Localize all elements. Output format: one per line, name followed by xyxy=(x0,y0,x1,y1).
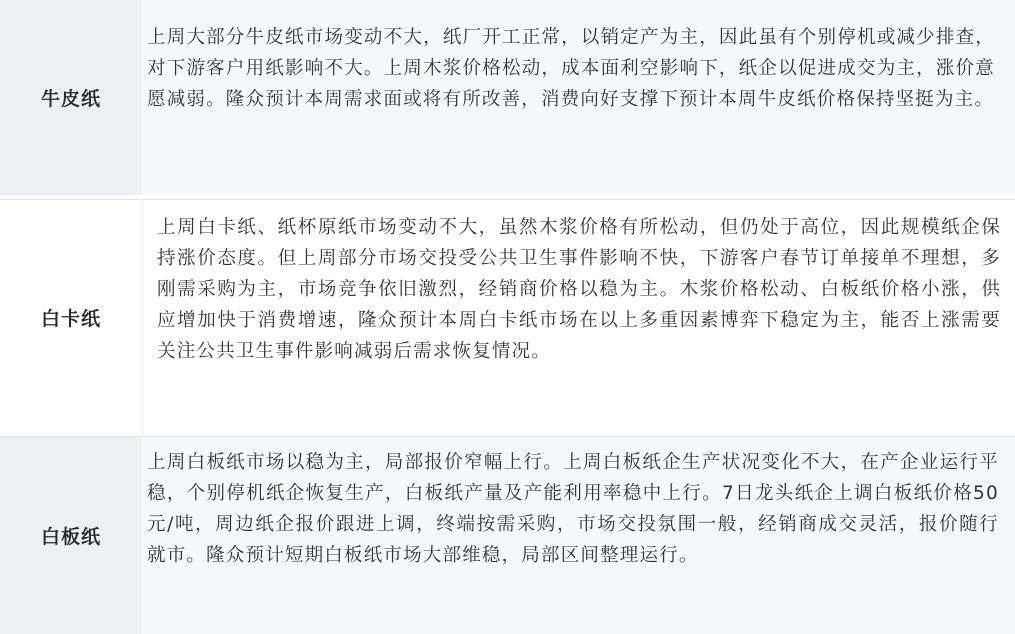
row-label: 牛皮纸 xyxy=(0,0,142,195)
row-content xyxy=(143,0,1015,195)
table-row-kraft-paper xyxy=(0,0,1015,195)
row-text: 上周白板纸市场以稳为主，局部报价窄幅上行。上周白板纸企生产状况变化不大，在产企业运行平稳，个别停机纸企恢复生产，白板纸产量及产能利用率稳中上行。7日龙头纸企上调白板纸价格50元/吨，周边纸企报价跟进上调，终端按需采购，市场交投氛围一般，经销商成交灵活，报价随行就市。隆众预计短期白板纸市场大部维稳，局部区间整理运行。 xyxy=(147,452,999,566)
table-row-white-board xyxy=(0,436,1015,634)
row-label: 白板纸 xyxy=(0,437,142,634)
table-row-white-cardboard xyxy=(0,199,1015,434)
row-text: 上周大部分牛皮纸市场变动不大，纸厂开工正常，以销定产为主，因此虽有个别停机或减少排查，对下游客户用纸影响不大。上周木浆价格松动，成本面利空影响下，纸企以促进成交为主，涨价意愿减弱。隆众预计本周需求面或将有所改善，消费向好支撑下预计本周牛皮纸价格保持坚挺为主。 xyxy=(147,27,995,110)
row-content xyxy=(143,437,1015,634)
row-content xyxy=(143,200,1015,434)
row-text: 上周白卡纸、纸杯原纸市场变动不大，虽然木浆价格有所松动，但仍处于高位，因此规模纸企保持涨价态度。但上周部分市场交投受公共卫生事件影响不快，下游客户春节订单接单不理想，多刚需采购为主，市场竞争依旧激烈，经销商价格以稳为主。木浆价格松动、白板纸价格小涨，供应增加快于消费增速，隆众预计本周白卡纸市场在以上多重因素博弈下稳定为主，能否上涨需要关注公共卫生事件影响减弱后需求恢复情况。 xyxy=(157,217,1001,362)
row-label: 白卡纸 xyxy=(0,200,143,434)
